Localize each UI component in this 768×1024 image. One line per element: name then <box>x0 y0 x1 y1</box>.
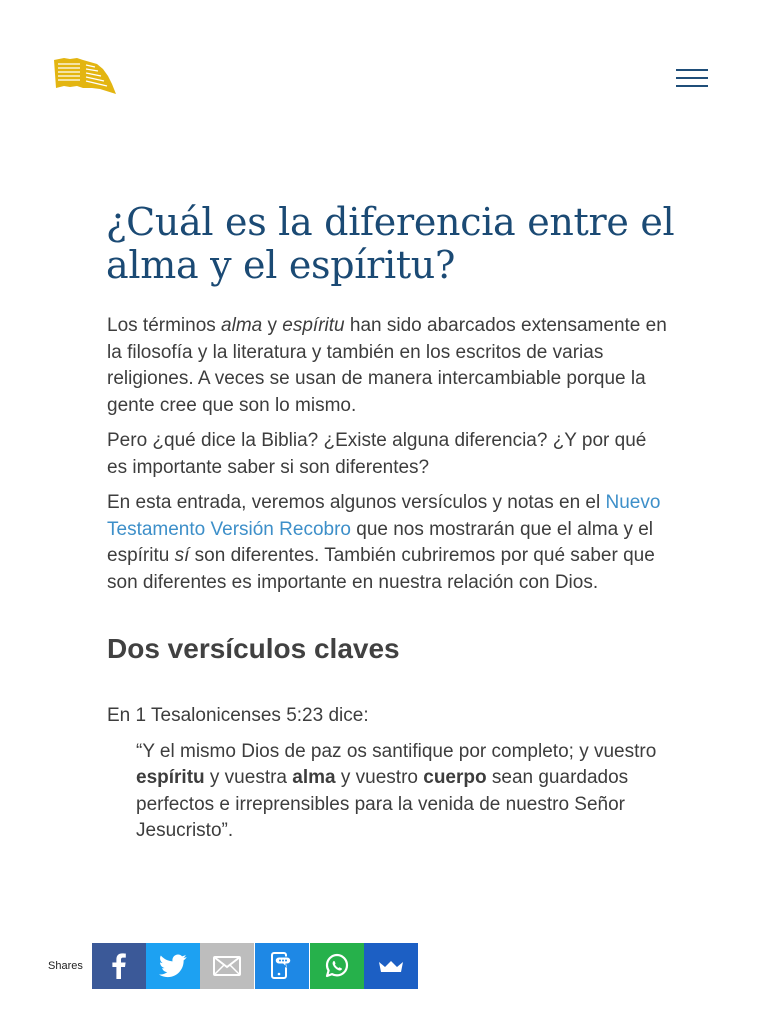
text-span: En esta entrada, veremos algunos versículos y notas en el <box>107 492 606 513</box>
text-bold: alma <box>292 767 336 788</box>
text-span: Los términos <box>107 315 222 336</box>
section-heading: Dos versículos claves <box>107 633 400 664</box>
menu-line <box>676 85 708 87</box>
email-icon <box>213 956 241 976</box>
facebook-icon <box>107 953 131 979</box>
whatsapp-icon <box>323 952 351 980</box>
sms-share-button[interactable] <box>255 943 309 989</box>
text-span: han sido abarcados extensamente en la filosofía y la literatura y también en los escritos de varias religiones. A veces se usan de manera intercambiable porque la gente cree que son lo mismo. <box>107 315 667 416</box>
text-span: “Y el mismo Dios de paz os santifique por completo; y vuestro <box>136 740 657 762</box>
open-book-logo-icon <box>50 56 118 98</box>
sumo-share-button[interactable] <box>364 943 418 989</box>
question-paragraph: Pero ¿qué dice la Biblia? ¿Existe alguna diferencia? ¿Y por qué es importante saber si son diferentes? <box>107 430 647 478</box>
text-italic: alma <box>221 315 263 336</box>
menu-line <box>676 77 708 79</box>
sms-icon <box>269 952 295 980</box>
article-body <box>107 313 667 845</box>
verse-intro: En 1 Tesalonicenses 5:23 dice: <box>107 705 369 726</box>
site-logo[interactable] <box>50 56 118 98</box>
text-span: sean guardados perfectos e irreprensibles para la venida de nuestro Señor Jesucristo”. <box>136 767 629 841</box>
whatsapp-share-button[interactable] <box>310 943 364 989</box>
twitter-icon <box>159 954 187 978</box>
text-italic: espíritu <box>282 315 345 336</box>
verse-quote <box>136 739 667 845</box>
text-bold: espíritu <box>136 767 205 788</box>
hamburger-menu-icon[interactable] <box>673 66 711 90</box>
share-bar <box>0 943 420 989</box>
menu-line <box>676 69 708 71</box>
page-title: ¿Cuál es la diferencia entre el alma y el espíritu? <box>106 200 675 287</box>
twitter-share-button[interactable] <box>146 943 200 989</box>
intro-paragraph <box>107 313 667 419</box>
recovery-version-link[interactable]: Nuevo Testamento Versión Recobro <box>107 492 661 540</box>
quote-text <box>136 739 667 845</box>
email-share-button[interactable] <box>200 943 254 989</box>
overview-paragraph <box>107 490 667 596</box>
facebook-share-button[interactable] <box>92 943 146 989</box>
text-italic: sí <box>174 545 190 566</box>
shares-label: Shares <box>48 960 83 972</box>
text-span: y vuestra <box>204 767 293 788</box>
sumo-crown-icon <box>378 959 404 973</box>
text-span: son diferentes. También cubriremos por qué saber que son diferentes es importante en nuestra relación con Dios. <box>107 545 655 593</box>
text-span: que nos mostrarán que el alma y el espíritu <box>107 518 654 566</box>
text-bold: cuerpo <box>423 767 487 788</box>
text-span: y vuestro <box>335 767 424 788</box>
text-span: y <box>262 315 283 336</box>
